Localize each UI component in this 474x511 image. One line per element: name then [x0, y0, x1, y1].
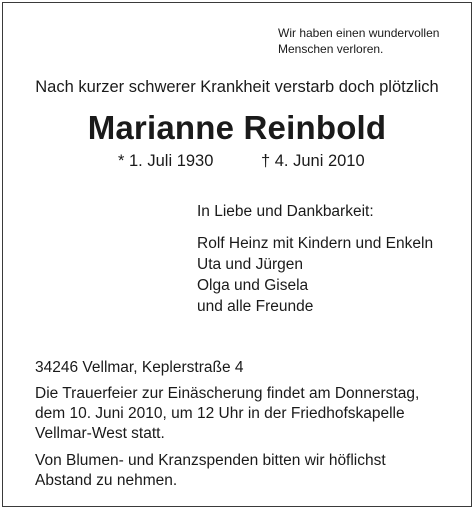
ceremony-line: dem 10. Juni 2010, um 12 Uhr in der Friedhofskapelle — [35, 405, 405, 422]
mourner-line: und alle Freunde — [197, 298, 314, 315]
ceremony-line: Vellmar-West statt. — [35, 425, 165, 442]
donations-text — [35, 451, 386, 491]
intro-text: Nach kurzer schwerer Krankheit verstarb doch plötzlich — [35, 78, 439, 96]
quote-line-2: Menschen verloren. — [278, 42, 384, 56]
obituary-notice — [2, 2, 472, 507]
donations-line: Von Blumen- und Kranzspenden bitten wir höflichst — [35, 452, 386, 469]
memorial-quote — [278, 25, 439, 57]
donations-line: Abstand zu nehmen. — [35, 472, 178, 489]
gratitude-heading: In Liebe und Dankbarkeit: — [197, 203, 374, 220]
mourner-line: Uta und Jürgen — [197, 256, 303, 273]
funeral-ceremony-text — [35, 384, 419, 444]
quote-line-1: Wir haben einen wundervollen — [278, 26, 440, 40]
death-date: † 4. Juni 2010 — [261, 152, 365, 170]
mourners-list — [197, 233, 433, 317]
ceremony-line: Die Trauerfeier zur Einäscherung findet am Donnerstag, — [35, 385, 420, 402]
birth-date: * 1. Juli 1930 — [118, 152, 214, 170]
address: 34246 Vellmar, Keplerstraße 4 — [35, 359, 244, 376]
mourner-line: Olga und Gisela — [197, 277, 309, 294]
mourner-line: Rolf Heinz mit Kindern und Enkeln — [197, 235, 434, 252]
deceased-name: Marianne Reinbold — [87, 109, 387, 146]
